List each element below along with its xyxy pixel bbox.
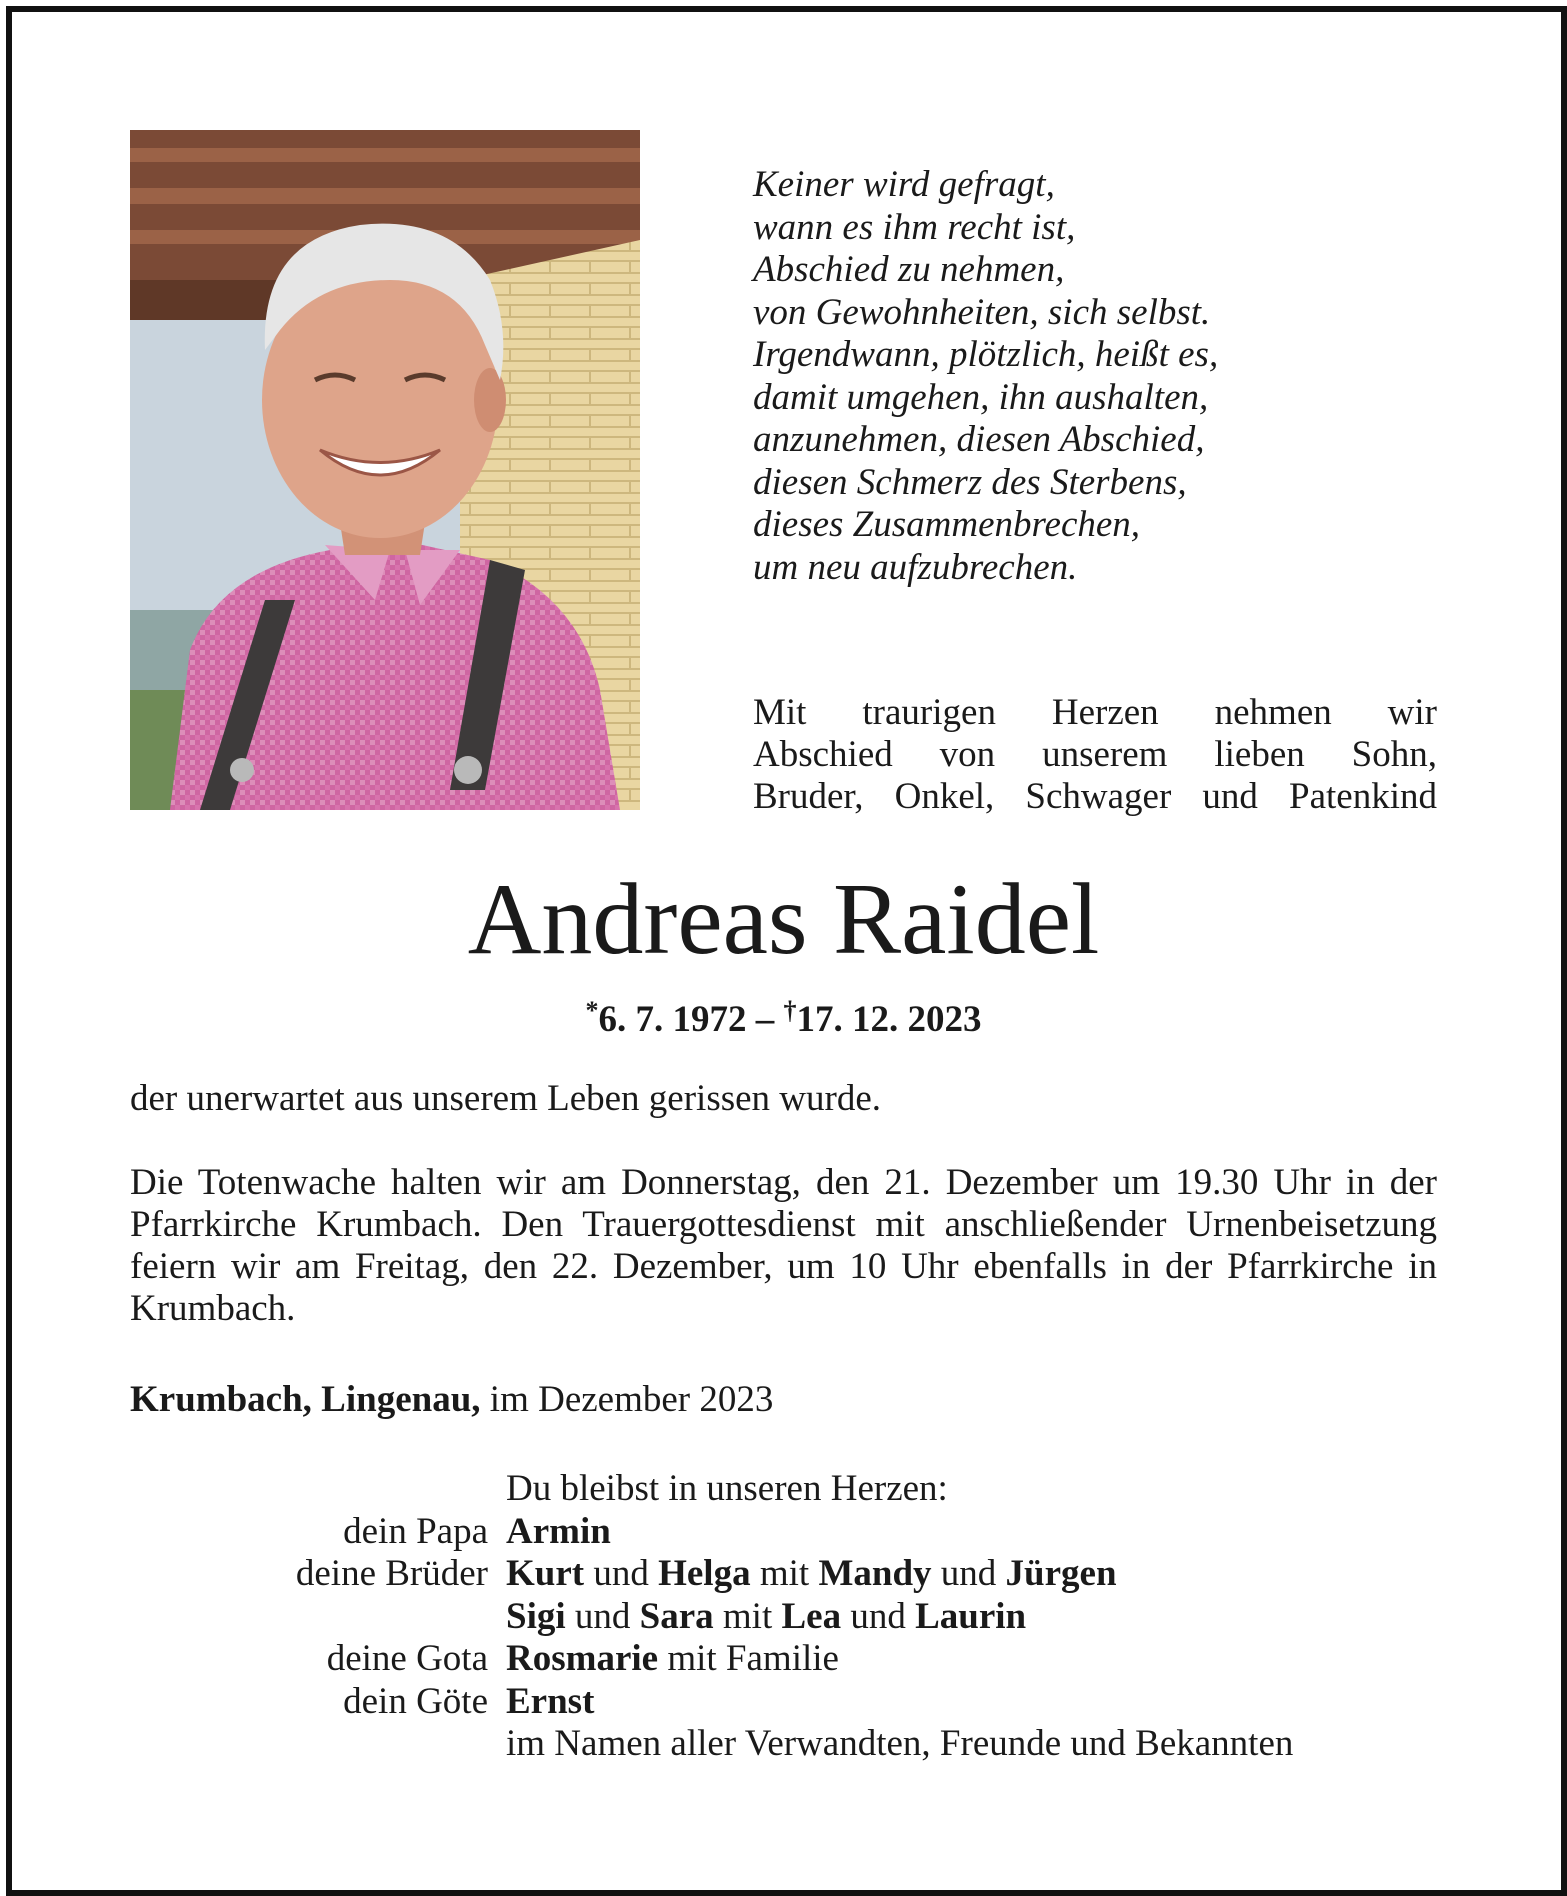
family-list — [130, 1468, 1440, 1766]
poem — [753, 164, 1453, 589]
intro-text — [753, 692, 1437, 818]
family-member: Armin — [506, 1510, 611, 1552]
place-date: im Dezember 2023 — [480, 1379, 774, 1420]
family-member: Rosmarie — [506, 1638, 659, 1679]
place-towns: Krumbach, Lingenau, — [130, 1379, 481, 1420]
connector: mit — [713, 1595, 782, 1637]
family-closing: im Namen aller Verwandten, Freunde und Bekannten — [506, 1723, 1294, 1764]
connector: und — [584, 1553, 659, 1594]
connector: und — [565, 1595, 640, 1637]
birth-date: 6. 7. 1972 — [598, 999, 747, 1040]
poem-line: diesen Schmerz des Sterbens, — [753, 461, 1187, 503]
portrait-photo — [130, 130, 640, 810]
service-details: Die Totenwache halten wir am Donnerstag, den 21. Dezember um 19.30 Uhr in der Pfarrkirche Krumbach. Den Trauergottesdienst mit anschließender Urnenbeisetzung feiern wir am Freitag, den 22. Dezember, um 10 Uhr ebenfalls in der Pfarrkirche in Krumbach. — [130, 1162, 1437, 1329]
poem-line: damit umgehen, ihn aushalten, — [753, 376, 1209, 418]
connector: und — [931, 1553, 1006, 1594]
poem-line: dieses Zusammenbrechen, — [753, 504, 1141, 545]
family-member: Jürgen — [1005, 1553, 1117, 1594]
family-label: deine Gota — [326, 1638, 488, 1679]
family-member: Helga — [658, 1553, 751, 1594]
passing-note: der unerwartet aus unserem Leben gerissen wurde. — [130, 1078, 882, 1119]
date-separator: – — [746, 999, 784, 1040]
family-row — [130, 1596, 1440, 1639]
intro-line: Mit traurigen Herzen nehmen wir — [753, 692, 1437, 733]
poem-line: anzunehmen, diesen Abschied, — [753, 419, 1205, 460]
death-date: 17. 12. 2023 — [796, 999, 982, 1040]
family-member: Mandy — [818, 1553, 932, 1594]
poem-line: wann es ihm recht ist, — [753, 206, 1076, 248]
family-row — [130, 1638, 1440, 1681]
family-label: deine Brüder — [295, 1553, 488, 1594]
poem-line: von Gewohnheiten, sich selbst. — [753, 291, 1211, 333]
poem-line: um neu aufzubrechen. — [753, 546, 1078, 588]
family-member: Laurin — [915, 1595, 1027, 1637]
poem-line: Irgendwann, plötzlich, heißt es, — [753, 334, 1219, 375]
birth-symbol: * — [585, 996, 599, 1025]
family-label: dein Göte — [343, 1680, 488, 1722]
life-dates — [0, 996, 1567, 1041]
family-member: Ernst — [506, 1680, 595, 1722]
family-row — [130, 1681, 1440, 1724]
death-symbol: † — [783, 996, 797, 1025]
poem-line: Keiner wird gefragt, — [753, 164, 1055, 205]
family-member: Lea — [781, 1595, 842, 1637]
family-member: Sigi — [506, 1595, 566, 1637]
family-row — [130, 1553, 1440, 1596]
family-label: dein Papa — [343, 1510, 488, 1552]
family-member: Sara — [639, 1595, 714, 1637]
place-and-date — [130, 1378, 773, 1421]
connector: mit — [750, 1553, 819, 1594]
intro-line: Abschied von unserem lieben Sohn, — [753, 734, 1437, 775]
connector: und — [841, 1595, 916, 1637]
deceased-name: Andreas Raidel — [467, 863, 1100, 976]
family-heading: Du bleibst in unseren Herzen: — [506, 1468, 948, 1509]
poem-line: Abschied zu nehmen, — [753, 249, 1065, 290]
family-member: Kurt — [506, 1553, 585, 1594]
connector: mit Familie — [658, 1638, 839, 1679]
family-row — [130, 1511, 1440, 1554]
intro-line: Bruder, Onkel, Schwager und Patenkind — [753, 776, 1437, 817]
